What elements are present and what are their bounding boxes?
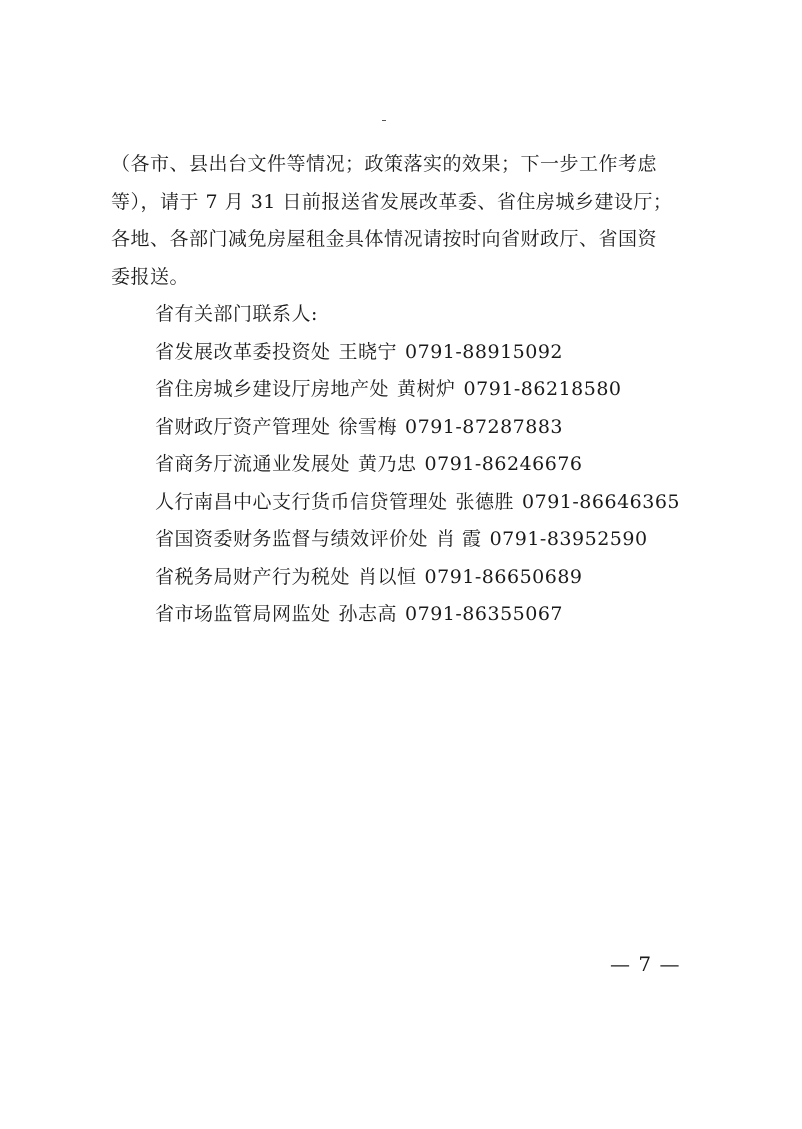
contact-name: 黄树炉 bbox=[397, 378, 456, 400]
contact-name: 孙志高 bbox=[338, 603, 398, 625]
contact-phone: 0791-83952590 bbox=[489, 528, 648, 550]
contact-name: 徐雪梅 bbox=[338, 415, 398, 438]
contact-phone: 0791-88915092 bbox=[405, 340, 564, 363]
contact-row bbox=[111, 484, 711, 522]
contact-dept: 人行南昌中心支行货币信贷管理处 bbox=[155, 490, 448, 513]
contact-phone: 0791-86650689 bbox=[424, 565, 583, 588]
contact-name: 王晓宁 bbox=[338, 340, 398, 363]
scan-mark bbox=[382, 120, 386, 121]
document-body bbox=[111, 146, 711, 634]
contact-phone: 0791-87287883 bbox=[405, 415, 564, 438]
contact-row bbox=[111, 409, 711, 447]
paragraph-line-3: 各地、各部门减免房屋租金具体情况请按时向省财政厅、省国资 bbox=[111, 228, 658, 250]
contact-row bbox=[111, 334, 711, 372]
contact-dept: 省税务局财产行为税处 bbox=[155, 565, 351, 588]
paragraph-line-4: 委报送。 bbox=[111, 265, 190, 288]
contact-row bbox=[111, 446, 711, 484]
contact-phone: 0791-86646365 bbox=[522, 490, 681, 513]
contact-name: 肖 霞 bbox=[436, 528, 482, 550]
contact-name: 肖以恒 bbox=[358, 565, 417, 588]
paragraph-line-1: （各市、县出台文件等情况；政策落实的效果；下一步工作考虑 bbox=[111, 153, 658, 175]
contact-name: 张德胜 bbox=[455, 490, 515, 513]
contact-dept: 省国资委财务监督与绩效评价处 bbox=[155, 528, 429, 550]
contact-dept: 省发展改革委投资处 bbox=[155, 340, 331, 363]
contact-row bbox=[111, 559, 711, 597]
contact-row bbox=[111, 521, 711, 559]
contact-phone: 0791-86218580 bbox=[463, 378, 622, 400]
contact-dept: 省市场监管局网监处 bbox=[155, 603, 331, 625]
paragraph-line-2: 等），请于 7 月 31 日前报送省发展改革委、省住房城乡建设厅； bbox=[111, 190, 673, 213]
contact-phone: 0791-86246676 bbox=[424, 453, 583, 475]
page-number: — 7 — bbox=[610, 952, 681, 976]
contact-dept: 省财政厅资产管理处 bbox=[155, 415, 331, 438]
contact-row bbox=[111, 596, 711, 634]
contact-dept: 省住房城乡建设厅房地产处 bbox=[155, 378, 390, 400]
contact-row bbox=[111, 371, 711, 409]
contacts-list bbox=[111, 334, 711, 634]
contact-dept: 省商务厅流通业发展处 bbox=[155, 453, 351, 475]
contact-phone: 0791-86355067 bbox=[405, 603, 564, 625]
contact-name: 黄乃忠 bbox=[358, 453, 417, 475]
contacts-heading: 省有关部门联系人: bbox=[155, 303, 318, 325]
